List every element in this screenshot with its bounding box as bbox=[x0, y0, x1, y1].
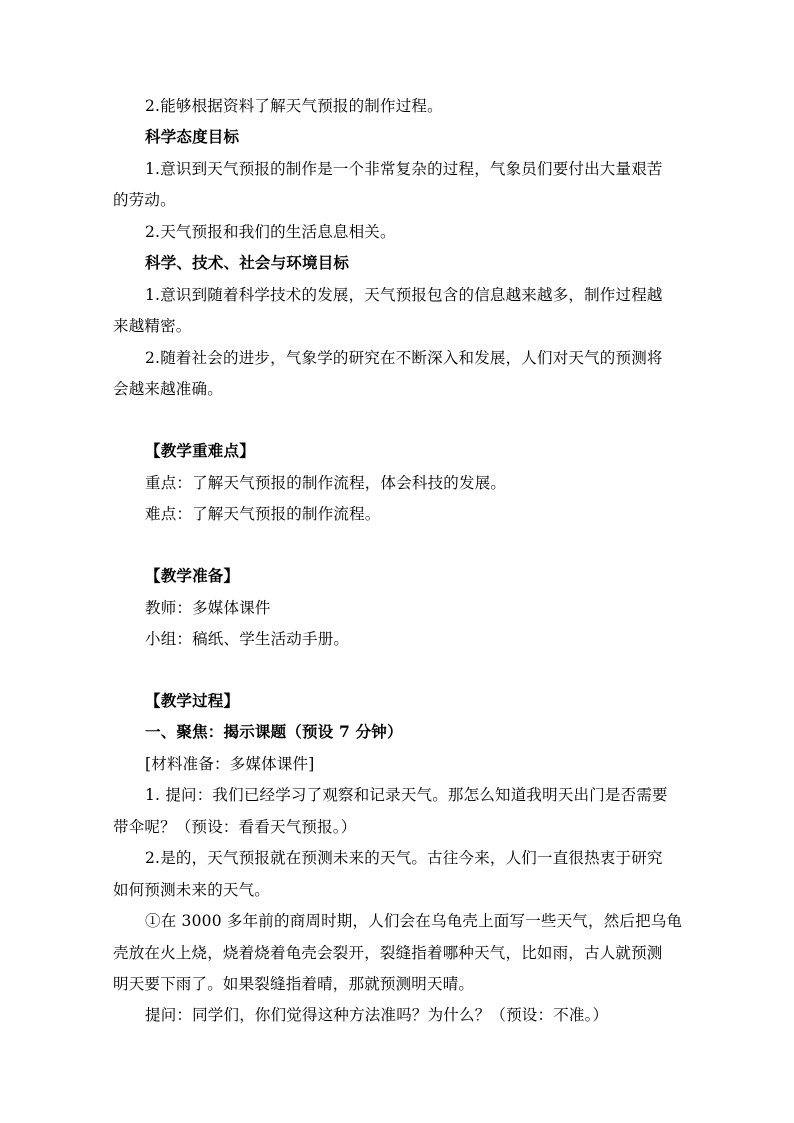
circled-1-line-3: 明天要下雨了。如果裂缝指着晴，那就预测明天晴。 bbox=[113, 975, 475, 993]
question-1-line-2: 带伞呢？（预设：看看天气预报。） bbox=[113, 818, 357, 836]
teaching-prep-heading: 【教学准备】 bbox=[145, 566, 240, 585]
point-2-line-2: 如何预测未来的天气。 bbox=[113, 881, 271, 899]
attitude-1-line-2: 的劳动。 bbox=[113, 191, 176, 209]
material-prep-line: [材料准备：多媒体课件] bbox=[145, 755, 315, 773]
objective-2-paragraph: 2.能够根据资料了解天气预报的制作过程。 bbox=[145, 97, 443, 115]
sts-1-line-2: 来越精密。 bbox=[113, 317, 192, 335]
circled-1-line-2: 壳放在火上烧，烧着烧着龟壳会裂开，裂缝指着哪种天气，比如雨，古人就预测 bbox=[113, 944, 663, 962]
sts-1-line-1: 1.意识到随着科学技术的发展，天气预报包含的信息越来越多，制作过程越 bbox=[145, 286, 663, 304]
sts-2-line-1: 2.随着社会的进步，气象学的研究在不断深入和发展，人们对天气的预测将 bbox=[145, 349, 663, 367]
teaching-process-heading: 【教学过程】 bbox=[145, 691, 240, 710]
attitude-goal-heading: 科学态度目标 bbox=[145, 127, 240, 146]
sts-goal-heading: 科学、技术、社会与环境目标 bbox=[145, 253, 350, 272]
sts-2-line-2: 会越来越准确。 bbox=[113, 380, 223, 398]
teacher-prep-line: 教师：多媒体课件 bbox=[145, 599, 271, 617]
attitude-1-line-1: 1.意识到天气预报的制作是一个非常复杂的过程，气象员们要付出大量艰苦 bbox=[145, 160, 663, 178]
question-1-line-1: 1. 提问：我们已经学习了观察和记录天气。那怎么知道我明天出门是否需要 bbox=[145, 786, 668, 804]
circled-1-line-1: ①在 3000 多年前的商周时期，人们会在乌龟壳上面写一些天气，然后把乌龟 bbox=[145, 912, 683, 930]
point-2-line-1: 2.是的，天气预报就在预测未来的天气。古往今来，人们一直很热衷于研究 bbox=[145, 849, 663, 867]
key-difficulty-heading: 【教学重难点】 bbox=[145, 441, 255, 460]
step-1-heading: 一、聚焦：揭示课题（预设 7 分钟） bbox=[145, 722, 403, 741]
attitude-2-paragraph: 2.天气预报和我们的生活息息相关。 bbox=[145, 223, 396, 241]
difficulty-line: 难点：了解天气预报的制作流程。 bbox=[145, 505, 381, 523]
group-prep-line: 小组：稿纸、学生活动手册。 bbox=[145, 630, 350, 648]
question-3-line: 提问：同学们，你们觉得这种方法准吗？为什么？（预设：不准。） bbox=[145, 1006, 609, 1024]
key-point-line: 重点：了解天气预报的制作流程，体会科技的发展。 bbox=[145, 474, 507, 492]
